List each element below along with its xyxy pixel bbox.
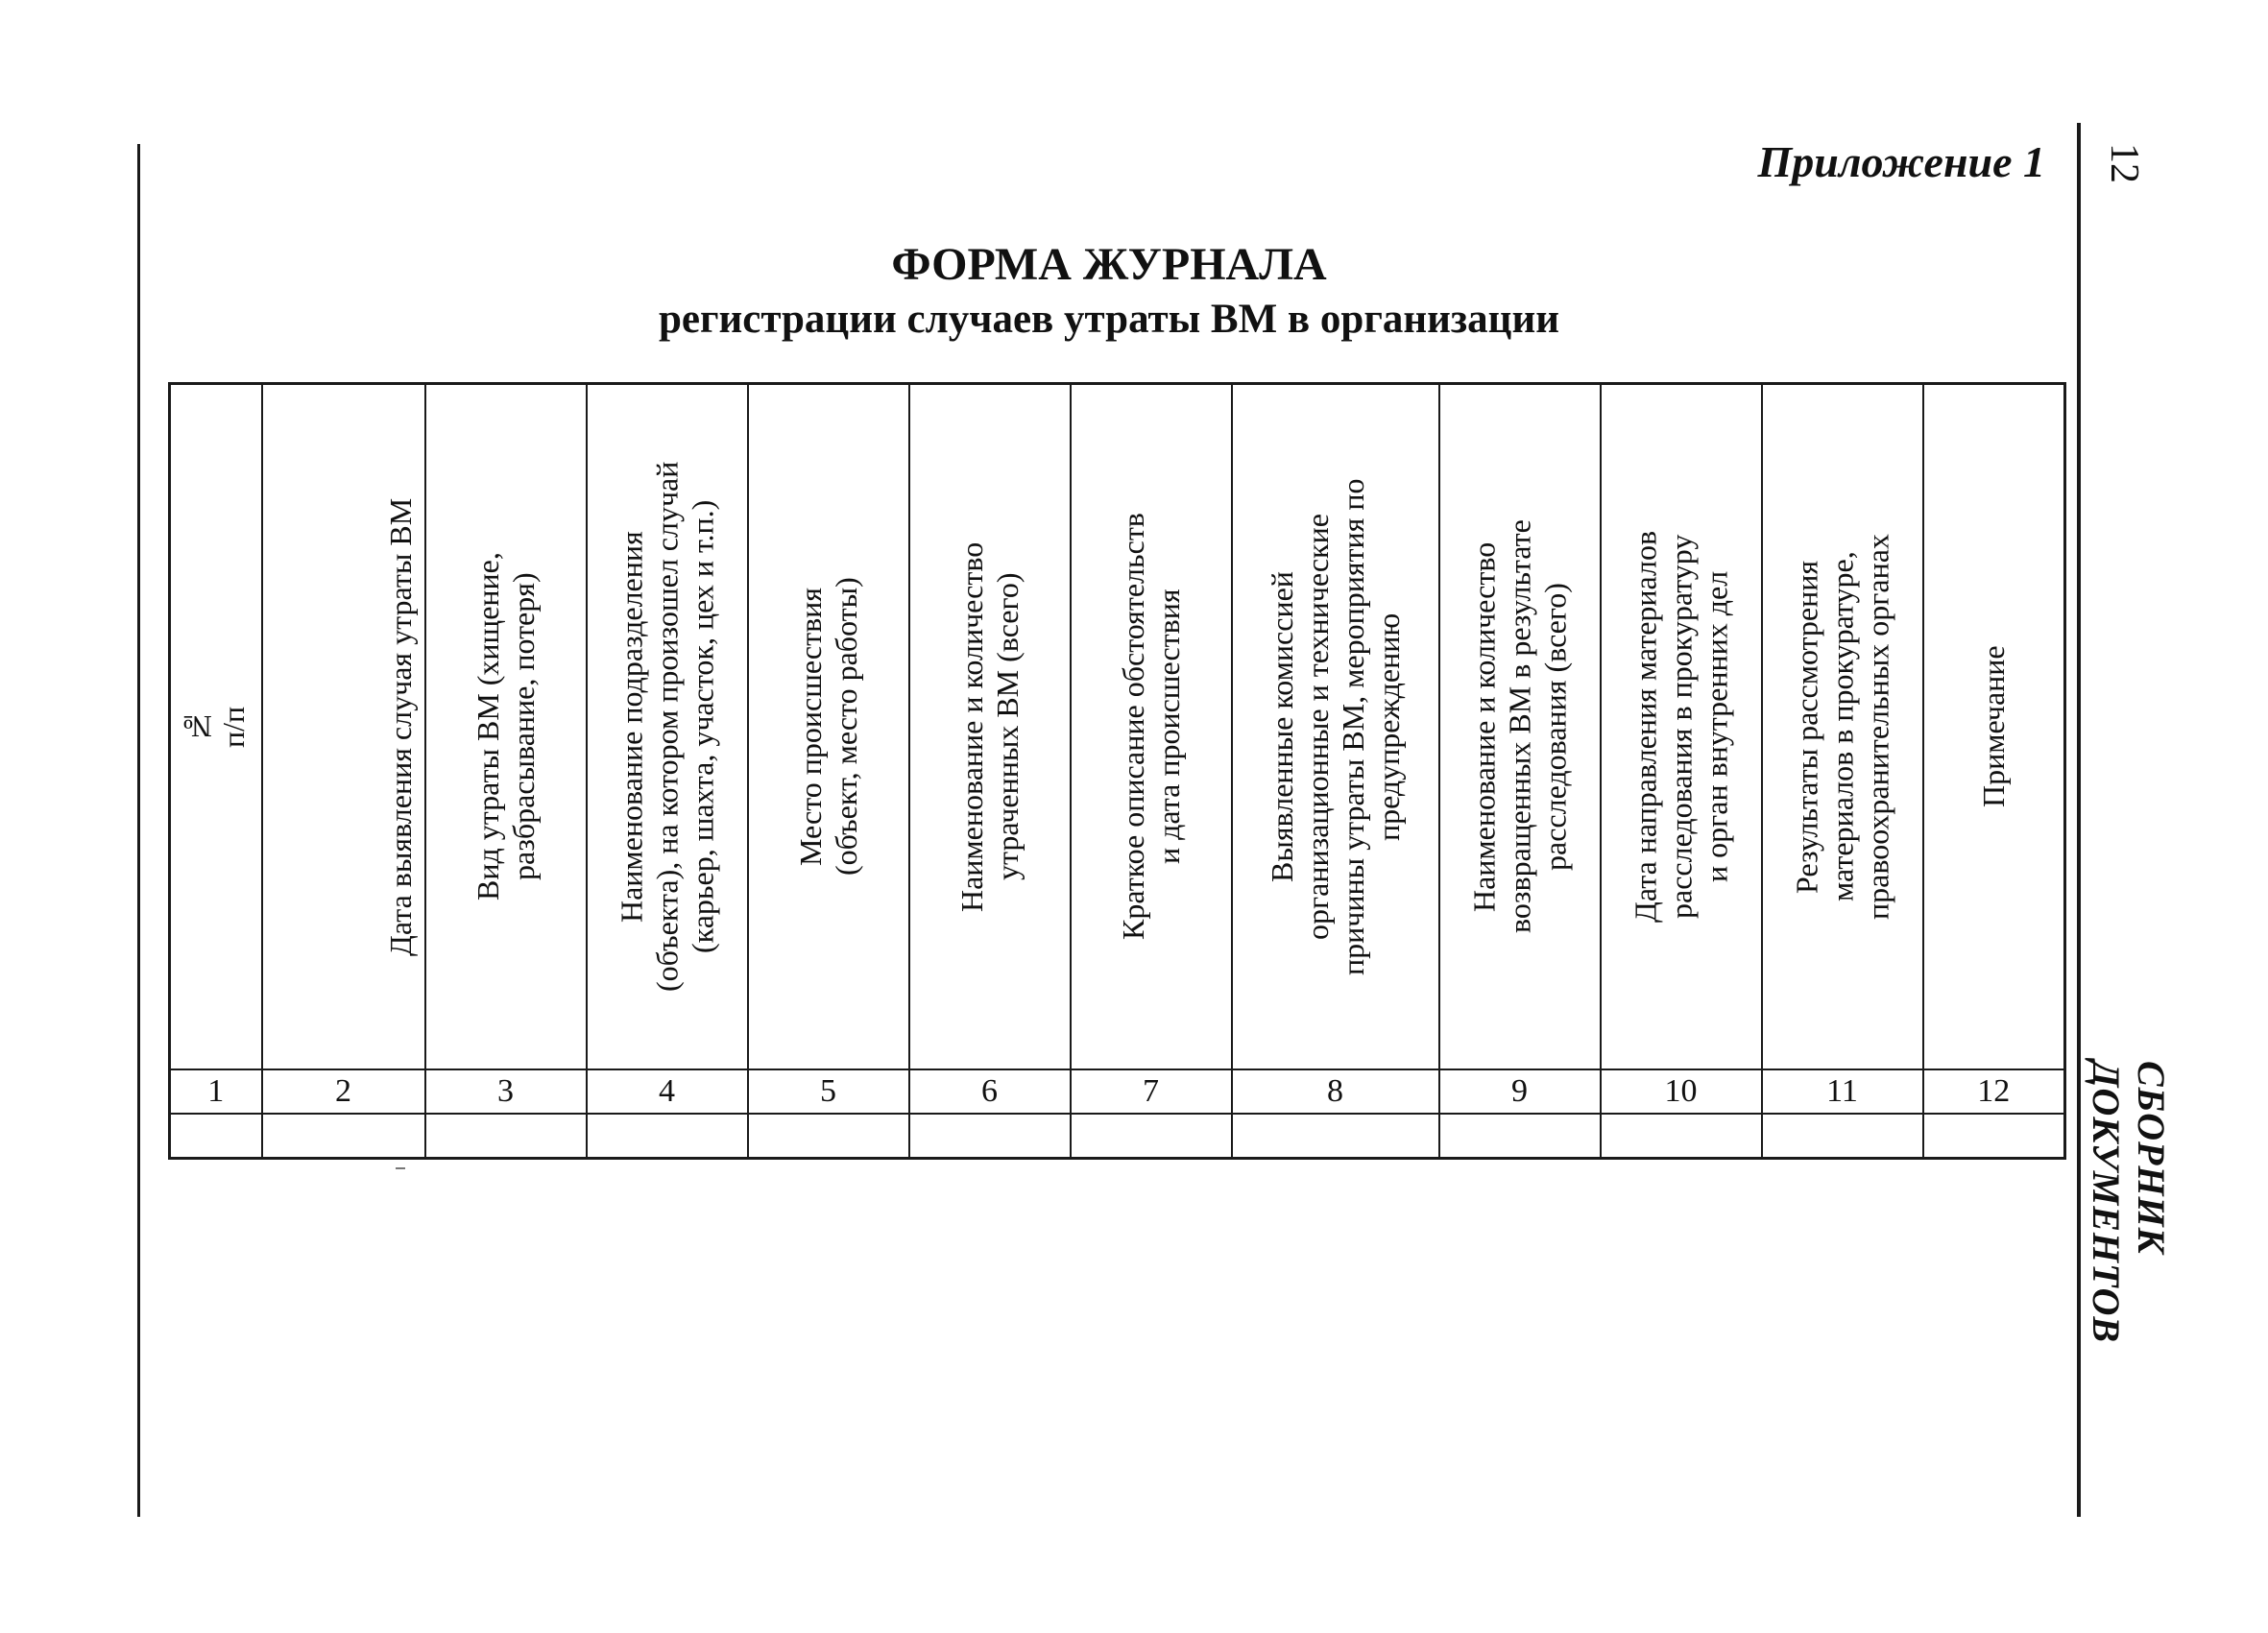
header-line: правоохранительных органах (1860, 534, 1895, 920)
header-line: (объект, место работы) (828, 577, 863, 877)
column-number: 10 (1601, 1069, 1762, 1114)
scan-mark (396, 1167, 405, 1169)
right-margin-rule (2077, 123, 2081, 1517)
header-cell (748, 384, 909, 1070)
header-line: № (180, 709, 215, 744)
header-line: причины утраты ВМ, мероприятия по (1335, 478, 1370, 975)
empty-cell (1439, 1114, 1601, 1159)
column-number: 12 (1923, 1069, 2065, 1114)
header-line: и орган внутренних дел (1699, 570, 1734, 883)
header-cell (425, 384, 587, 1070)
form-subtitle: регистрации случаев утраты ВМ в организации (658, 297, 1560, 342)
empty-cell (748, 1114, 909, 1159)
column-number-row (170, 1069, 2065, 1114)
header-line: расследования (всего) (1537, 583, 1573, 871)
header-line: разбрасывание, потеря) (505, 572, 541, 881)
journal-table (168, 382, 2066, 1160)
column-number: 8 (1232, 1069, 1439, 1114)
empty-cell (1232, 1114, 1439, 1159)
header-line: Примечание (1975, 645, 2011, 808)
left-margin-rule (137, 144, 140, 1517)
header-line: предупреждению (1370, 612, 1406, 841)
header-cell (262, 384, 425, 1070)
header-cell (1232, 384, 1439, 1070)
column-number: 7 (1071, 1069, 1232, 1114)
column-number: 9 (1439, 1069, 1601, 1114)
header-line: Наименование подразделения (613, 531, 648, 923)
header-cell (1071, 384, 1232, 1070)
header-line: Вид утраты ВМ (хищение, (470, 552, 505, 901)
header-cell (587, 384, 748, 1070)
header-line: Дата направления материалов (1627, 530, 1662, 924)
appendix-label: Приложение 1 (1757, 137, 2045, 186)
table-header-row (170, 384, 2065, 1070)
empty-cell (1923, 1114, 2065, 1159)
empty-cell (1601, 1114, 1762, 1159)
empty-cell (425, 1114, 587, 1159)
header-cell (1762, 384, 1923, 1070)
header-cell (909, 384, 1071, 1070)
collection-side-label: СБОРНИК ДОКУМЕНТОВ (2085, 1061, 2173, 1344)
header-line: Место происшествия (792, 587, 828, 867)
header-cell (1439, 384, 1601, 1070)
header-line: расследования в прокуратуру (1662, 534, 1698, 920)
empty-cell (170, 1114, 262, 1159)
header-line: организационные и технические (1299, 514, 1335, 940)
header-line: Краткое описание обстоятельств (1115, 513, 1150, 941)
header-line: п/п (215, 706, 251, 748)
column-number: 6 (909, 1069, 1071, 1114)
header-line: утраченных ВМ (всего) (989, 572, 1025, 881)
empty-cell (1071, 1114, 1232, 1159)
header-cell (1601, 384, 1762, 1070)
form-title: ФОРМА ЖУРНАЛА (891, 239, 1327, 290)
column-number: 11 (1762, 1069, 1923, 1114)
header-cell (170, 384, 262, 1070)
header-line: Наименование и количество (953, 541, 989, 912)
column-number: 3 (425, 1069, 587, 1114)
empty-cell (262, 1114, 425, 1159)
header-line: Дата выявления случая утраты ВМ (382, 497, 418, 956)
header-line: возвращенных ВМ в результате (1501, 519, 1536, 934)
column-number: 5 (748, 1069, 909, 1114)
header-cell (1923, 384, 2065, 1070)
table-row (170, 1114, 2065, 1159)
header-line: Результаты рассмотрения (1788, 560, 1823, 894)
empty-cell (1762, 1114, 1923, 1159)
header-line: материалов в прокуратуре, (1823, 551, 1859, 902)
header-line: (объекта), на котором произошел случай (648, 461, 684, 993)
header-line: Наименование и количество (1465, 541, 1501, 912)
column-number: 2 (262, 1069, 425, 1114)
empty-cell (909, 1114, 1071, 1159)
page-number: 12 (2102, 143, 2146, 183)
empty-cell (587, 1114, 748, 1159)
column-number: 4 (587, 1069, 748, 1114)
header-line: и дата происшествия (1150, 588, 1186, 865)
header-line: Выявленные комиссией (1264, 571, 1299, 882)
column-number: 1 (170, 1069, 262, 1114)
header-line: (карьер, шахта, участок, цех и т.п.) (685, 499, 720, 954)
